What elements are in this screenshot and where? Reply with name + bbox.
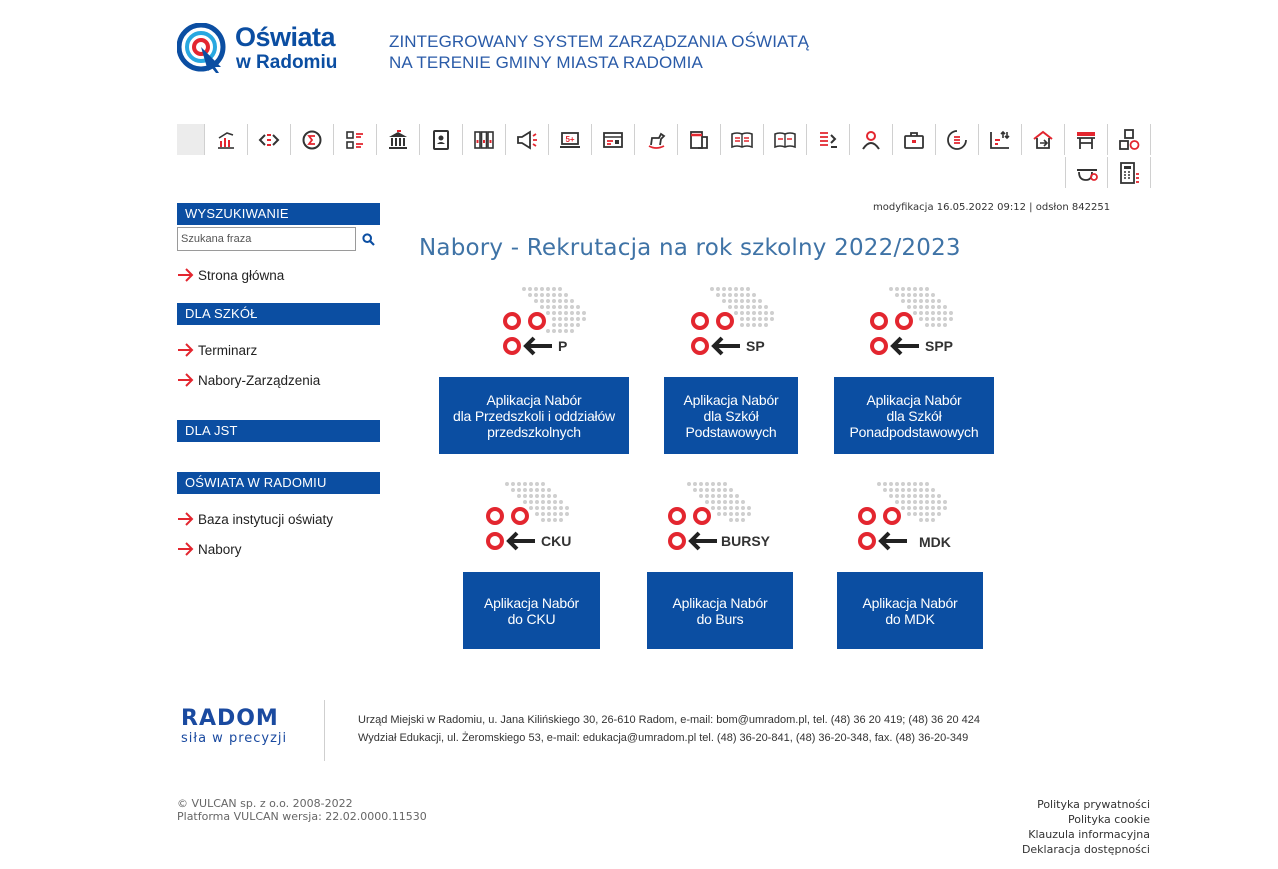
contact-line-city-hall: Urząd Miejski w Radomiu, u. Jana Kilińskiego 30, 26-610 Radom, e-mail: bom@umradom.pl, tel. (48) 36 20 419; (48) 36 20 424: [358, 714, 980, 726]
tile-line: Aplikacja Nabór: [862, 594, 958, 611]
version-line: Platforma VULCAN wersja: 22.02.0000.11530: [177, 810, 427, 823]
chart-arrows-icon: [989, 129, 1011, 151]
sidebar-link-label: Strona główna: [198, 267, 285, 283]
arrow-right-icon: [177, 268, 195, 282]
institution-icon: [387, 129, 409, 151]
nabor-code-label: P: [558, 338, 568, 354]
nabor-logo-cku: [483, 481, 583, 558]
toolbar-code-button[interactable]: [248, 124, 291, 155]
copyright: [177, 797, 427, 823]
code-icon: [258, 129, 280, 151]
toolbar-binders-button[interactable]: [463, 124, 506, 155]
rocking-horse-icon: [645, 129, 667, 151]
arrow-right-icon: [177, 373, 195, 387]
target-logo-icon: [177, 23, 227, 73]
tile-line: Aplikacja Nabór: [683, 391, 779, 408]
shapes-icon: [1118, 129, 1140, 151]
site-logo[interactable]: [177, 22, 352, 74]
person-icon: [860, 129, 882, 151]
logo-subtitle: w Radomiu: [236, 52, 338, 73]
tile-line: dla Przedszkoli i oddziałów: [453, 407, 615, 424]
nabor-logo-p: [500, 286, 600, 363]
toolbar-list-arrow-button[interactable]: [807, 124, 850, 155]
module-toolbar: [177, 124, 1151, 188]
nabor-przedszkola-button[interactable]: [439, 377, 629, 454]
megaphone-icon: [516, 129, 538, 151]
copyright-line: © VULCAN sp. z o.o. 2008-2022: [177, 797, 353, 810]
sidebar-link-label: Nabory-Zarządzenia: [198, 372, 321, 388]
toolbar-book-button[interactable]: [721, 124, 764, 155]
page-title: Nabory - Rekrutacja na rok szkolny 2022/2023: [419, 235, 961, 261]
nabor-bursy-button[interactable]: [647, 572, 793, 649]
tile-line: Ponadpodstawowych: [849, 423, 979, 440]
laptop-five-icon: [559, 129, 581, 151]
nabor-logo-icon: [500, 286, 600, 358]
toolbar-time-list-button[interactable]: [936, 124, 979, 155]
footer-link-clause[interactable]: Klauzula informacyjna: [1028, 828, 1150, 841]
modification-info: modyfikacja 16.05.2022 09:12 | odsłon 842251: [873, 202, 1111, 213]
house-arrow-icon: [1032, 129, 1054, 151]
toolbar-checklist-button[interactable]: [334, 124, 377, 155]
radom-logo[interactable]: [181, 708, 287, 746]
nabor-logo-icon: [855, 481, 965, 553]
toolbar-form-button[interactable]: [592, 124, 635, 155]
toolbar-spacer: [177, 124, 205, 155]
contact-book-icon: [430, 129, 452, 151]
toolbar-institution-button[interactable]: [377, 124, 420, 155]
tile-line: Podstawowych: [685, 423, 777, 440]
nabor-logo-icon: [688, 286, 788, 358]
nabor-code-label: CKU: [541, 533, 572, 549]
nabor-szkoly-ponadpodstawowe-button[interactable]: [834, 377, 994, 454]
toolbar-row-1: [177, 124, 1151, 155]
sigma-icon: [301, 129, 323, 151]
nabor-code-label: BURSY: [721, 533, 771, 549]
list-arrow-icon: [817, 129, 839, 151]
arrow-right-icon: [177, 512, 195, 526]
tile-line: dla Szkół: [703, 407, 759, 424]
toolbar-briefcase-button[interactable]: [893, 124, 936, 155]
toolbar-megaphone-button[interactable]: [506, 124, 549, 155]
toolbar-house-arrow-button[interactable]: [1022, 124, 1065, 155]
section-header-jst: DLA JST: [177, 420, 380, 442]
search-input[interactable]: [177, 227, 356, 251]
search-icon: [362, 233, 375, 246]
search-row: [177, 227, 380, 251]
section-header-radom: OŚWIATA W RADOMIU: [177, 472, 380, 494]
logo-title: Oświata: [235, 22, 336, 52]
footer-links: [1022, 797, 1150, 857]
tile-line: przedszkolnych: [487, 423, 581, 440]
header-title-line1: ZINTEGROWANY SYSTEM ZARZĄDZANIA OŚWIATĄ: [389, 32, 810, 51]
tile-line: Aplikacja Nabór: [672, 594, 768, 611]
contact-line-education: Wydział Edukacji, ul. Żeromskiego 53, e-mail: edukacja@umradom.pl tel. (48) 36-20-841, (48) 36-20-348, fax. (48) 36-20-349: [358, 732, 969, 744]
sidebar-link-nabory[interactable]: [177, 539, 380, 559]
arrow-right-icon: [177, 542, 195, 556]
arrow-right-icon: [177, 343, 195, 357]
sidebar-link-terminarz[interactable]: [177, 340, 380, 360]
toolbar-laptop-button[interactable]: [549, 124, 592, 155]
footer-contacts: [358, 711, 980, 747]
calculator-icon: [1118, 162, 1140, 184]
toolbar-chart-arrows-button[interactable]: [979, 124, 1022, 155]
nabor-code-label: SPP: [925, 338, 954, 354]
header-title: [389, 31, 809, 73]
nabor-logo-icon: [867, 286, 967, 358]
radom-logo-word: RADOM: [181, 706, 279, 731]
tile-line: do MDK: [885, 610, 935, 627]
tile-line: Aplikacja Nabór: [486, 391, 582, 408]
nabor-logo-bursy: [665, 481, 775, 558]
tile-line: do Burs: [696, 610, 744, 627]
toolbar-row-2: [177, 157, 1151, 188]
footer-link-cookie[interactable]: Polityka cookie: [1067, 813, 1150, 826]
toolbar-chart-button[interactable]: [205, 124, 248, 155]
briefcase-icon: [903, 129, 925, 151]
nabor-logo-spp: [867, 286, 967, 363]
nabor-cku-button[interactable]: [463, 572, 600, 649]
document-stack-icon: [688, 129, 710, 151]
toolbar-sigma-button[interactable]: [291, 124, 334, 155]
tile-line: do CKU: [507, 610, 556, 627]
form-icon: [602, 129, 624, 151]
nabor-code-label: MDK: [919, 534, 951, 550]
footer-link-privacy[interactable]: Polityka prywatności: [1037, 798, 1150, 811]
sidebar: [177, 203, 380, 559]
footer-link-accessibility[interactable]: Deklaracja dostępności: [1021, 843, 1150, 856]
toolbar-calculator-button[interactable]: [1108, 157, 1151, 188]
nabor-mdk-button[interactable]: [837, 572, 983, 649]
nabor-szkoly-podstawowe-button[interactable]: [664, 377, 798, 454]
section-header-schools: DLA SZKÓŁ: [177, 303, 380, 325]
sidebar-link-label: Baza instytucji oświaty: [198, 511, 334, 527]
open-book-icon: [731, 129, 753, 151]
binders-icon: [473, 129, 495, 151]
toolbar-school-desk-button[interactable]: [1065, 124, 1108, 155]
sidebar-link-label: Nabory: [198, 541, 242, 557]
time-list-icon: [946, 129, 968, 151]
open-book-list-icon: [774, 129, 796, 151]
nabor-logo-sp: [688, 286, 788, 363]
sidebar-link-baza-instytucji[interactable]: [177, 509, 380, 529]
checklist-icon: [344, 129, 366, 151]
chart-icon: [215, 129, 237, 151]
school-desk-icon: [1075, 129, 1097, 151]
svg-text:5+: 5+: [565, 134, 575, 144]
nabor-code-label: SP: [746, 338, 765, 354]
toolbar-documents-button[interactable]: [678, 124, 721, 155]
footer-divider: [324, 700, 325, 761]
search-header: WYSZUKIWANIE: [177, 203, 380, 225]
nabor-logo-icon: [483, 481, 583, 553]
tile-line: Aplikacja Nabór: [483, 594, 580, 611]
sidebar-link-label: Terminarz: [198, 342, 258, 358]
header-title-line2: NA TERENIE GMINY MIASTA RADOMIA: [389, 53, 703, 72]
radom-logo-slogan: siła w precyzji: [181, 731, 288, 746]
search-button[interactable]: [356, 227, 380, 251]
tile-line: dla Szkół: [886, 407, 942, 424]
toolbar-cup-button[interactable]: [1065, 157, 1108, 188]
sidebar-link-home[interactable]: [177, 265, 380, 285]
nabor-logo-mdk: [855, 481, 965, 558]
toolbar-shapes-button[interactable]: [1108, 124, 1151, 155]
cup-icon: [1076, 162, 1098, 184]
sidebar-link-nabory-zarzadzenia[interactable]: [177, 370, 380, 390]
toolbar-contact-book-button[interactable]: [420, 124, 463, 155]
tile-line: Aplikacja Nabór: [866, 391, 962, 408]
nabor-logo-icon: [665, 481, 775, 553]
toolbar-person-button[interactable]: [850, 124, 893, 155]
toolbar-rocking-horse-button[interactable]: [635, 124, 678, 155]
toolbar-book-list-button[interactable]: [764, 124, 807, 155]
